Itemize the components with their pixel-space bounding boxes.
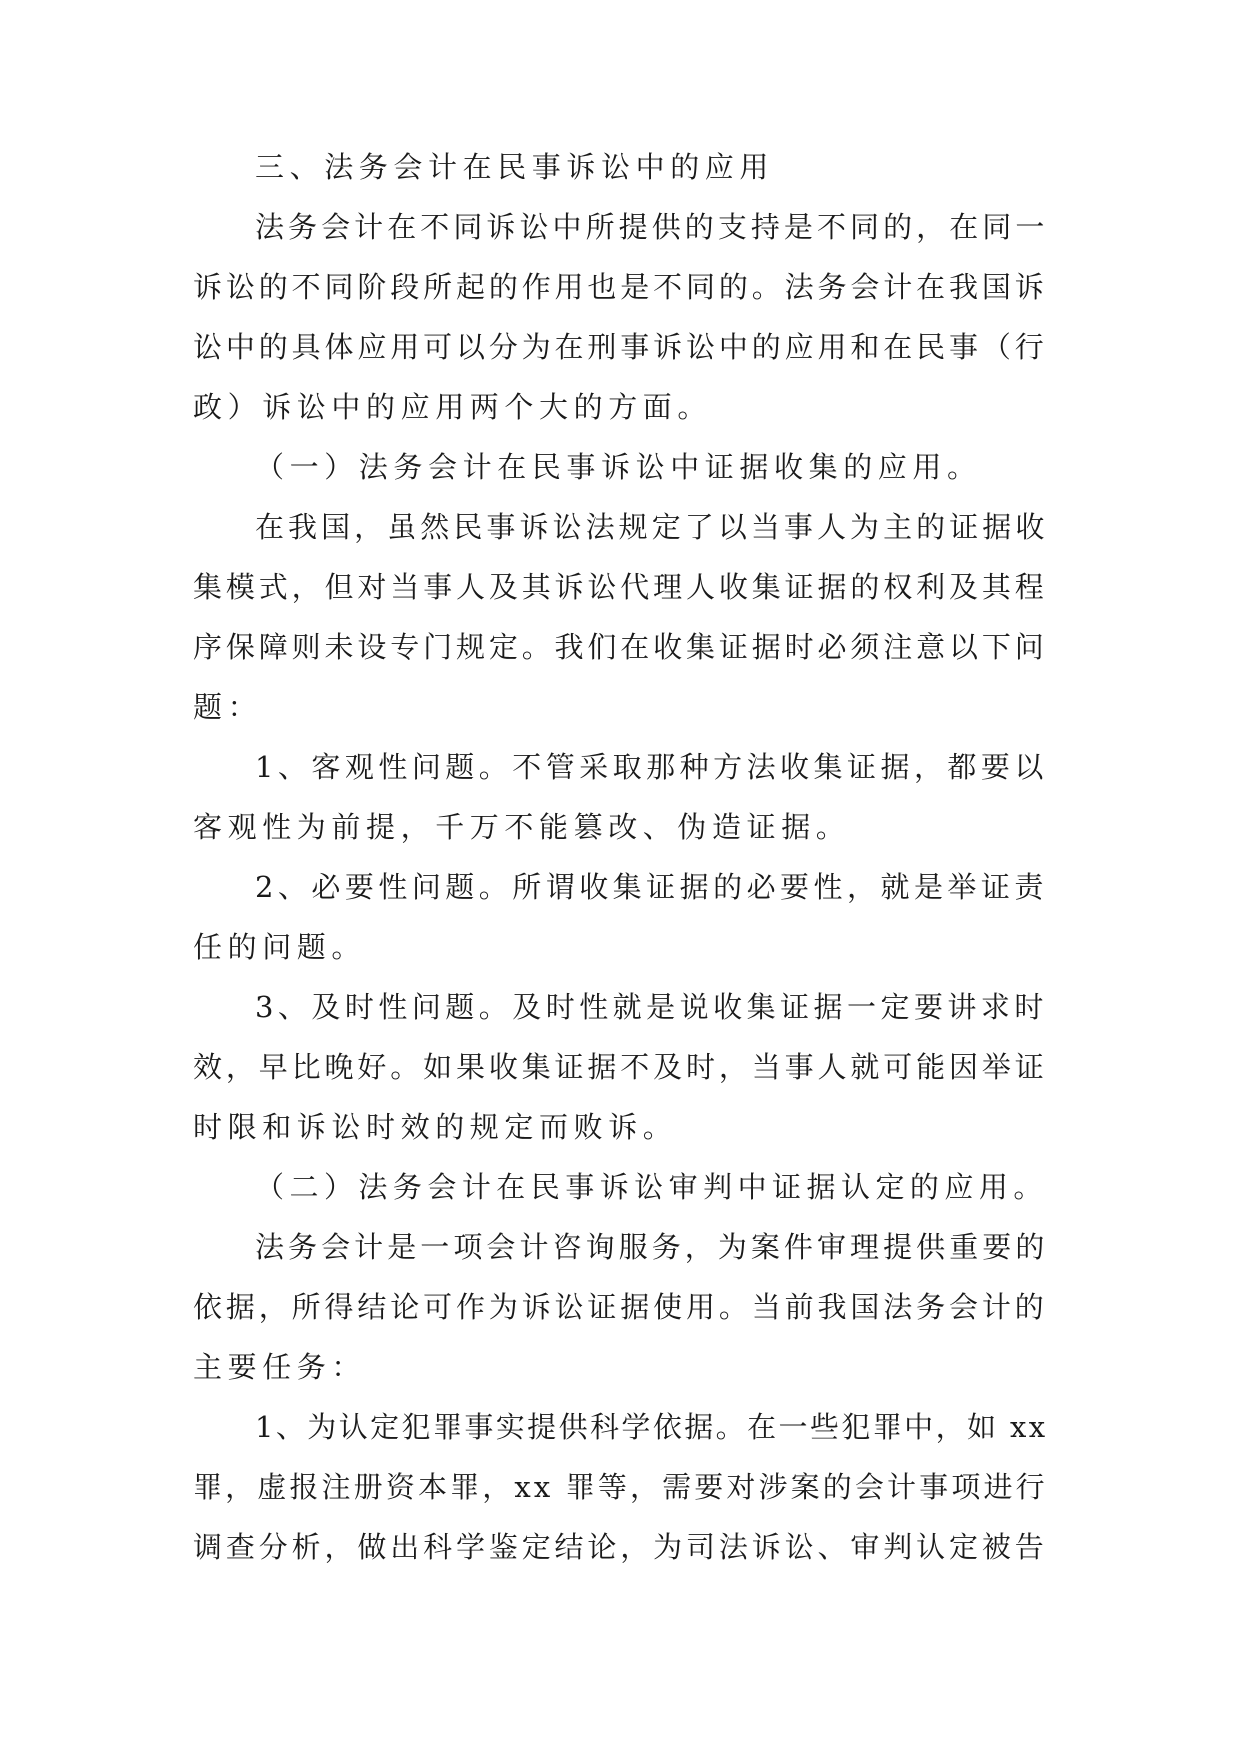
- paragraph-line: 依据，所得结论可作为诉讼证据使用。当前我国法务会计的: [193, 1290, 1048, 1324]
- list-item-line: 时限和诉讼时效的规定而败诉。: [193, 1110, 678, 1144]
- paragraph-line: 在我国，虽然民事诉讼法规定了以当事人为主的证据收: [255, 510, 1049, 544]
- paragraph-line: 讼中的具体应用可以分为在刑事诉讼中的应用和在民事（行: [193, 330, 1048, 364]
- paragraph-line: 主要任务：: [193, 1350, 367, 1384]
- list-item-line: 调查分析，做出科学鉴定结论，为司法诉讼、审判认定被告: [193, 1530, 1048, 1564]
- list-item-line: 2、必要性问题。所谓收集证据的必要性，就是举证责: [255, 870, 1048, 904]
- list-item-line: 1、客观性问题。不管采取那种方法收集证据，都要以: [255, 750, 1048, 784]
- list-item-line: 任的问题。: [193, 930, 367, 964]
- paragraph-line: 政）诉讼中的应用两个大的方面。: [193, 390, 713, 424]
- paragraph-line: 法务会计在不同诉讼中所提供的支持是不同的，在同一: [255, 210, 1049, 244]
- subsection-heading: （二）法务会计在民事诉讼审判中证据认定的应用。: [255, 1170, 1048, 1204]
- subsection-heading: （一）法务会计在民事诉讼中证据收集的应用。: [255, 450, 982, 484]
- paragraph-line: 序保障则未设专门规定。我们在收集证据时必须注意以下问: [193, 630, 1048, 664]
- list-item-line: 客观性为前提，千万不能篡改、伪造证据。: [193, 810, 851, 844]
- paragraph-line: 题：: [193, 690, 263, 724]
- list-item-line: 1、为认定犯罪事实提供科学依据。在一些犯罪中，如 xx: [255, 1410, 1048, 1444]
- list-item-line: 3、及时性问题。及时性就是说收集证据一定要讲求时: [255, 990, 1048, 1024]
- paragraph-line: 诉讼的不同阶段所起的作用也是不同的。法务会计在我国诉: [193, 270, 1048, 304]
- paragraph-line: 法务会计是一项会计咨询服务，为案件审理提供重要的: [255, 1230, 1049, 1264]
- list-item-line: 罪，虚报注册资本罪，xx 罪等，需要对涉案的会计事项进行: [193, 1470, 1048, 1504]
- list-item-line: 效，早比晚好。如果收集证据不及时，当事人就可能因举证: [193, 1050, 1048, 1084]
- paragraph-line: 集模式，但对当事人及其诉讼代理人收集证据的权利及其程: [193, 570, 1048, 604]
- section-heading: 三、法务会计在民事诉讼中的应用: [255, 150, 775, 184]
